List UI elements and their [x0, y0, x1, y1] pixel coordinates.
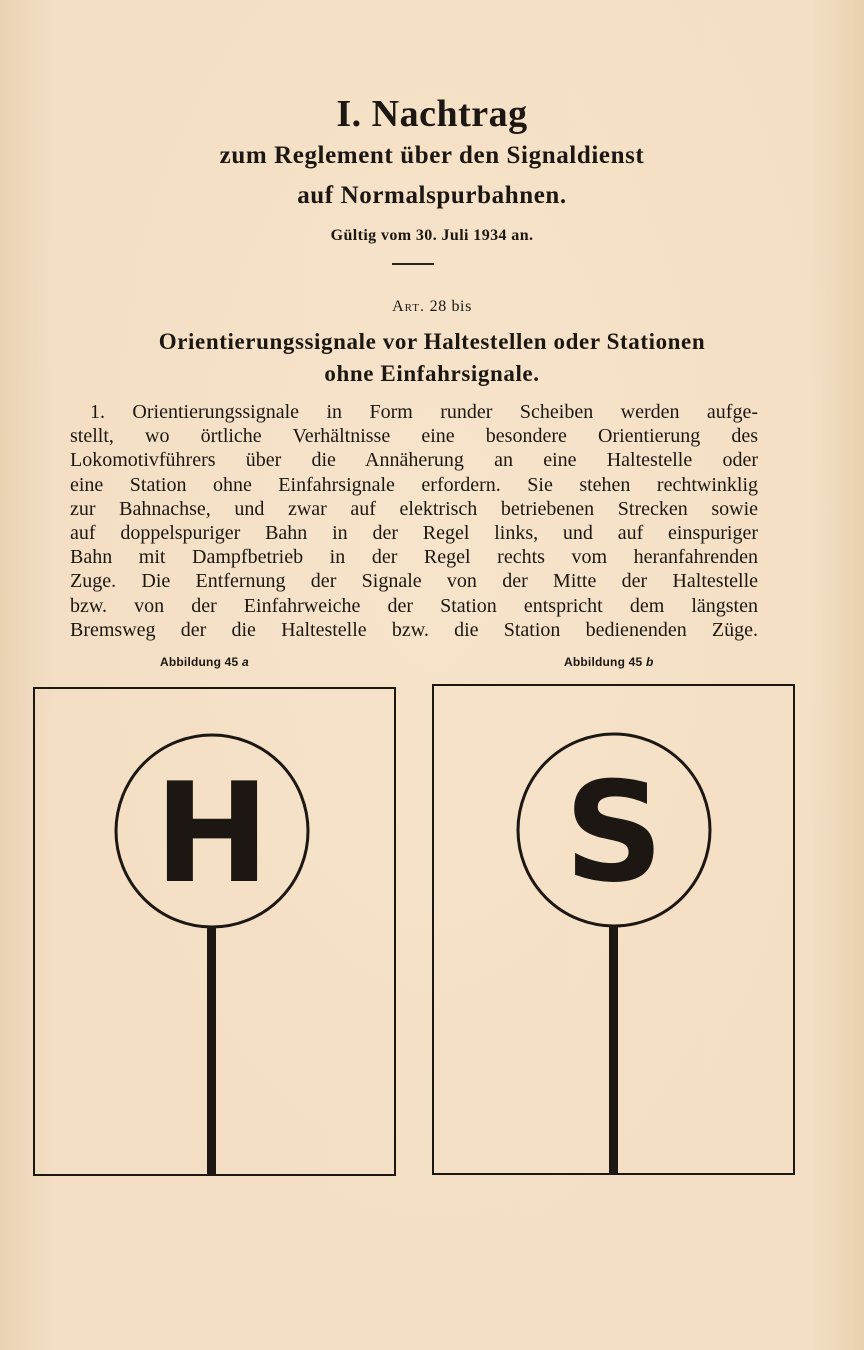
paragraph-line: zur Bahnachse, und zwar auf elektrisch betriebenen Strecken sowie	[70, 497, 758, 520]
figure-caption-text: Abbildung 45	[564, 655, 643, 669]
figure-caption-suffix: b	[645, 655, 654, 669]
article-prefix: Art.	[392, 298, 426, 315]
paragraph-line: eine Station ohne Einfahrsignale erfordern. Sie stehen rechtwinklig	[70, 473, 758, 496]
validity-date: Gültig vom 30. Juli 1934 an.	[330, 227, 534, 244]
paragraph-line: 1. Orientierungssignale in Form runder Scheiben werden aufge-	[90, 401, 758, 423]
signal-post	[207, 927, 216, 1174]
signal-post	[609, 926, 618, 1173]
article-number-value: 28 bis	[429, 298, 472, 315]
document-subtitle-line-2: auf Normalspurbahnen.	[297, 182, 567, 209]
paragraph-line: bzw. von der Einfahrweiche der Station entspricht dem längsten	[70, 594, 758, 617]
section-divider	[392, 263, 434, 265]
document-title: I. Nachtrag	[336, 93, 528, 135]
figure-station-signal	[432, 684, 795, 1175]
article-heading-line-2: ohne Einfahrsignale.	[324, 361, 540, 386]
signal-letter-h: H	[154, 753, 270, 914]
halt-signal-drawing	[35, 689, 394, 1174]
figure-caption-text: Abbildung 45	[160, 655, 239, 669]
paragraph-line: stellt, wo örtliche Verhältnisse eine besondere Orientierung des	[70, 425, 758, 448]
figure-caption-suffix: a	[241, 655, 249, 669]
paragraph-line: Bahn mit Dampfbetrieb in der Regel rechts vom heranfahrenden	[70, 546, 758, 569]
figure-halt-signal	[33, 687, 396, 1176]
article-heading-line-1: Orientierungssignale vor Haltestellen oder Stationen	[158, 329, 706, 354]
signal-letter-s: S	[564, 752, 664, 913]
station-signal-drawing	[434, 686, 793, 1173]
article-number	[0, 298, 864, 316]
figure-caption-b	[564, 655, 653, 669]
article-paragraph	[70, 400, 758, 642]
paragraph-line: Bremsweg der die Haltestelle bzw. die Station bedienenden Züge.	[70, 618, 758, 641]
paragraph-line: auf doppelspuriger Bahn in der Regel links, und auf einspuriger	[70, 521, 758, 544]
paragraph-line: Lokomotivführers über die Annäherung an eine Haltestelle oder	[70, 449, 758, 472]
figure-caption-a	[160, 655, 249, 669]
document-subtitle-line-1: zum Reglement über den Signaldienst	[219, 142, 645, 169]
paragraph-line: Zuge. Die Entfernung der Signale von der Mitte der Haltestelle	[70, 570, 758, 593]
